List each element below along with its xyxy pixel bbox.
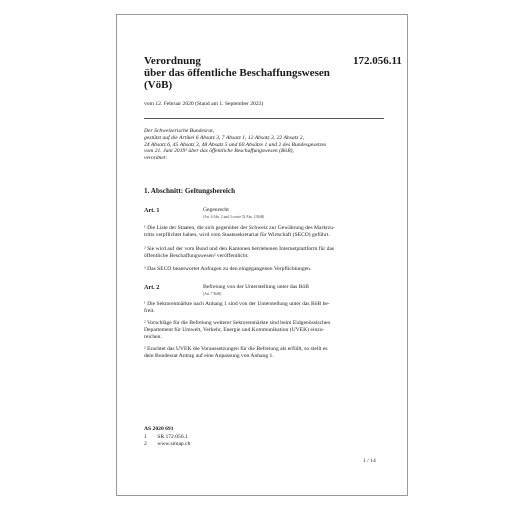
footnote-1-text: SR 172.056.1	[157, 434, 188, 440]
sr-number: 172.056.11	[353, 55, 402, 67]
art1-paragraph-3: ³ Das SECO beantwortet Anfragen zu den eingegangenen Verpflichtungen.	[144, 266, 312, 272]
art2-paragraph-3: ³ Erachtet das UVEK die Voraussetzungen für die Befreiung als erfüllt, so stellt es dem Bundesrat Antrag auf eine Anpassung von Anhang 1.	[144, 346, 328, 359]
preamble-basis-3: vom 21. Juni 2019¹ über das öffentliche Beschaffungswesen (BöB),	[144, 148, 294, 155]
title-line-3: (VöB)	[144, 79, 173, 91]
preamble-decree: verordnet:	[144, 155, 168, 162]
art2-title: Befreiung von der Unterstellung unter das BöB	[203, 284, 309, 290]
header-divider	[144, 118, 384, 119]
document-page	[116, 14, 408, 496]
footnote-1	[144, 434, 188, 441]
page-number: 1 / 14	[363, 458, 376, 464]
section-heading: 1. Abschnitt: Geltungsbereich	[144, 187, 236, 195]
footnote-2-text: www.simap.ch	[157, 441, 191, 447]
footnote-2-mark: 2	[144, 441, 147, 447]
footnote-1-mark: 1	[144, 434, 147, 440]
art1-paragraph-2: ² Sie wird auf der vom Bund und den Kantonen betriebenen Internetplattform für das öffentliche Beschaffungswesen² veröffentlicht.	[144, 246, 335, 259]
art2-number: Art. 2	[144, 284, 160, 291]
footnote-2	[144, 441, 190, 448]
ordinance-title	[144, 55, 330, 91]
art2-paragraph-1: ¹ Die Sektorenmärkte nach Anhang 1 sind von der Unterstellung unter das BöB be- freit.	[144, 301, 330, 314]
art2-ref: (Art. 7 BöB)	[203, 292, 222, 296]
art1-number: Art. 1	[144, 207, 160, 214]
art1-title: Gegenrecht	[203, 207, 229, 213]
art1-ref: (Art. 6 Abs. 2 und 3 sowie 52 Abs. 2 BöB)	[203, 215, 265, 219]
art1-paragraph-1: ¹ Die Liste der Staaten, die sich gegenüber der Schweiz zur Gewährung des Marktzu- tritts verpflichtet haben, wird vom Staatssekretariat für Wirtschaft (SECO) geführt.	[144, 225, 335, 238]
date-line: vom 12. Februar 2020 (Stand am 1. September 2023)	[144, 101, 264, 107]
preamble-basis-1: gestützt auf die Artikel 6 Absatz 3, 7 Absatz 1, 12 Absatz 3, 22 Absatz 2,	[144, 134, 305, 141]
title-line-1: Verordnung	[144, 55, 201, 67]
preamble-basis-2: 24 Absatz 6, 45 Absatz 3, 48 Absatz 5 und 60 Absätze 1 und 2 des Bundesgesetzes	[144, 141, 327, 148]
title-line-2: über das öffentliche Beschaffungswesen	[144, 67, 330, 79]
art2-paragraph-2: ² Vorschläge für die Befreiung weiterer Sektorenmärkte sind beim Eidgenössischen Departement für Umwelt, Verkehr, Energie und Kommunikation (UVEK) einzu- reichen.	[144, 320, 331, 340]
preamble-authority: Der Schweizerische Bundesrat,	[144, 128, 215, 134]
preamble	[144, 128, 326, 162]
official-collection-ref: AS 2020 691	[144, 426, 174, 432]
